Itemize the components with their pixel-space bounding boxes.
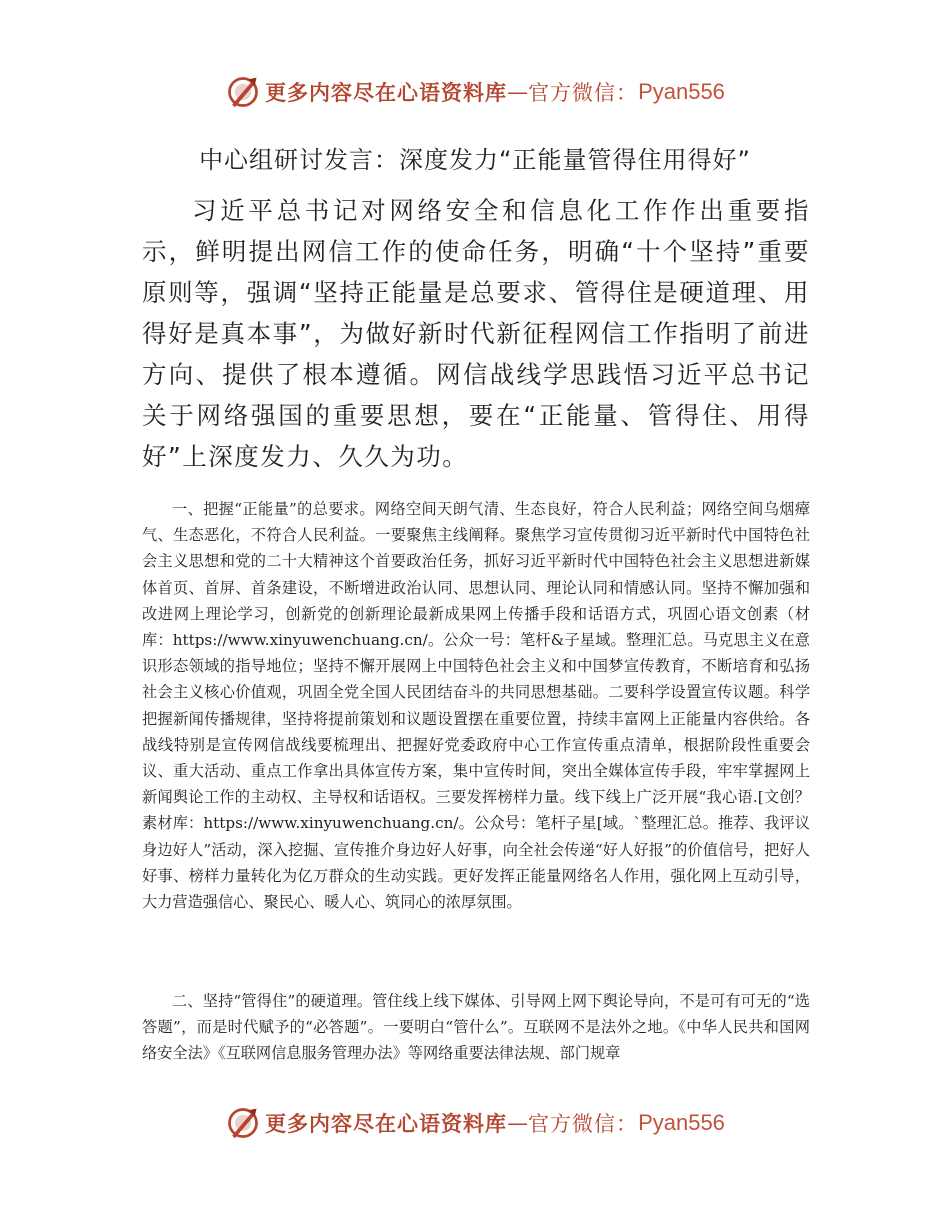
banner-separator: — (507, 80, 529, 104)
banner-wechat-label: 官方微信： (528, 81, 639, 105)
footer-banner (0, 1103, 950, 1143)
header-banner (0, 72, 950, 112)
banner-wechat-id: Pyan556 (638, 79, 725, 104)
body-paragraph-1: 一、把握“正能量”的总要求。网络空间天朗气清、生态良好，符合人民利益；网络空间乌烟瘴气、生态恶化，不符合人民利益。一要聚焦主线阐释。聚焦学习宣传贯彻习近平新时代中国特色社会主义思想和党的二十大精神这个首要政治任务，抓好习近平新时代中国特色社会主义思想进新媒体首页、首屏、首条建设，不断增进政治认同、思想认同、理论认同和情感认同。坚持不懈加强和改进网上理论学习，创新党的创新理论最新成果网上传播手段和话语方式，巩固心语文创素（材库：https://www.xinyuwenchuang.cn/。公众一号：笔杆&子星域。整理汇总。马克思主义在意识形态领域的指导地位；坚持不懈开展网上中国特色社会主义和中国梦宣传教育，不断培育和弘扬社会主义核心价值观，巩固全党全国人民团结奋斗的共同思想基础。二要科学设置宣传议题。科学把握新闻传播规律，坚持将提前策划和议题设置摆在重要位置，持续丰富网上正能量内容供给。各战线特别是宣传网信战线要梳理出、把握好党委政府中心工作宣传重点清单，根据阶段性重要会议、重大活动、重点工作拿出具体宣传方案，集中宣传时间，突出全媒体宣传手段，牢牢掌握网上新闻舆论工作的主动权、主导权和话语权。三要发挥榜样力量。线下线上广泛开展“我心语.[文创？素材库：https://www.xinyuwenchuang.cn/。公众号：笔杆子星[域。`整理汇总。推荐、我评议身边好人”活动，深入挖掘、宣传推介身边好人好事，向全社会传递“好人好报”的价值信号，把好人好事、榜样力量转化为亿万群众的生动实践。更好发挥正能量网络名人作用，强化网上互动引导，大力营造强信心、聚民心、暖人心、筑同心的浓厚氛围。 (142, 500, 810, 912)
document-title: 中心组研讨发言：深度发力“正能量管得住用得好” (199, 146, 751, 174)
body-paragraph-2: 二、坚持“管得住”的硬道理。管住线上线下媒体、引导网上网下舆论导向，不是可有可无的“选答题”，而是时代赋予的“必答题”。一要明白“管什么”。互联网不是法外之地。《中华人民共和国网络安全法》《互联网信息服务管理办法》等网络重要法律法规、部门规章 (142, 992, 810, 1063)
pen-logo-icon (225, 74, 261, 110)
banner-slogan: 更多内容尽在心语资料库 (265, 1112, 508, 1136)
pen-logo-icon (225, 1105, 261, 1141)
banner-wechat-label: 官方微信： (528, 1112, 639, 1136)
banner-wechat-id: Pyan556 (638, 1110, 725, 1135)
banner-slogan: 更多内容尽在心语资料库 (265, 81, 508, 105)
banner-separator: — (507, 1111, 529, 1135)
lead-paragraph: 习近平总书记对网络安全和信息化工作作出重要指示，鲜明提出网信工作的使命任务，明确“十个坚持”重要原则等，强调“坚持正能量是总要求、管得住是硬道理、用得好是真本事”，为做好新时代新征程网信工作指明了前进方向、提供了根本遵循。网信战线学思践悟习近平总书记关于网络强国的重要思想，要在“正能量、管得住、用得好”上深度发力、久久为功。 (142, 196, 810, 471)
